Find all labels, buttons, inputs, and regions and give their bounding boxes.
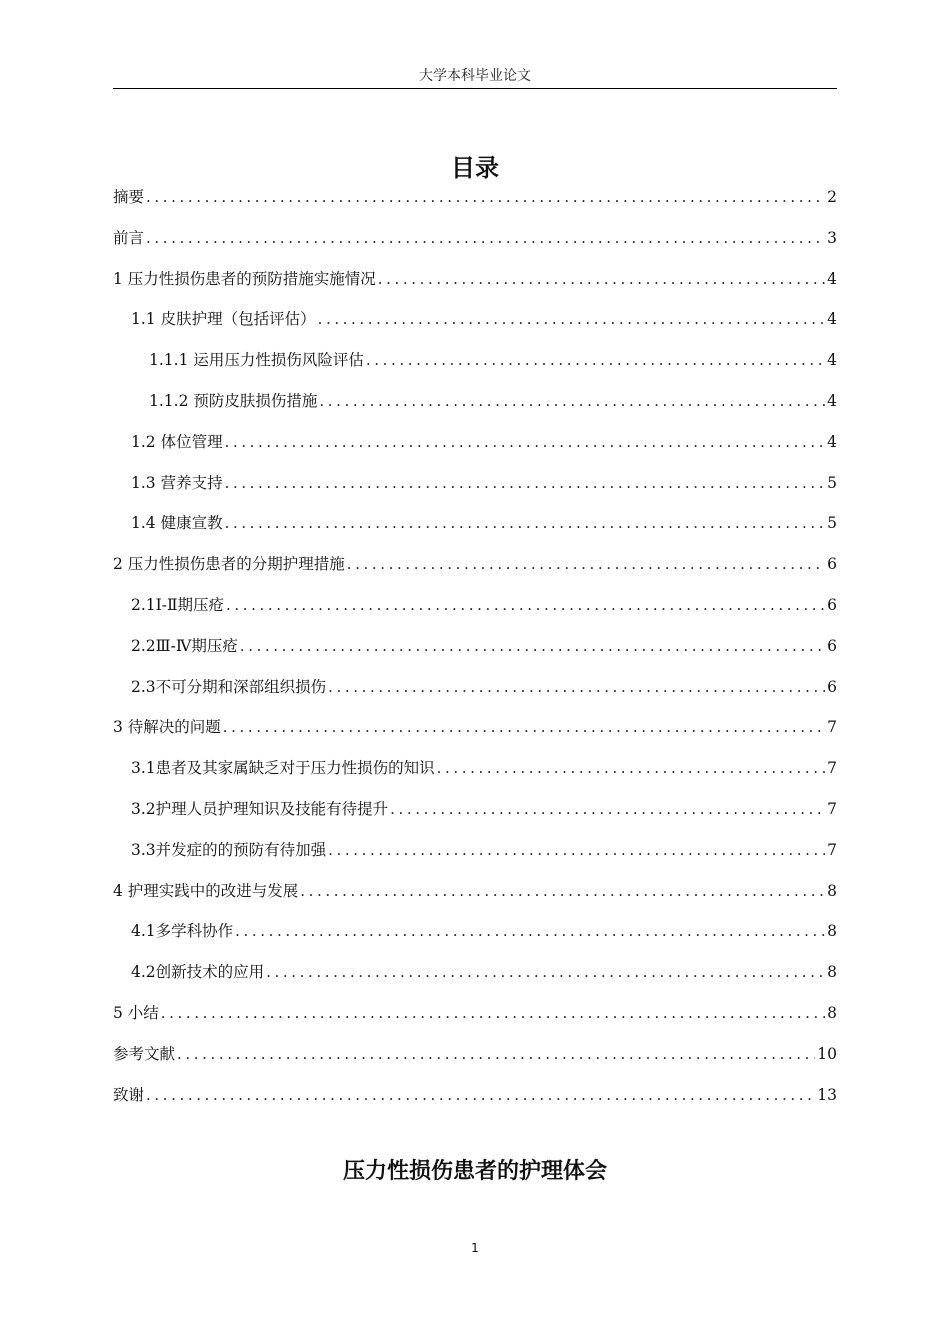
toc-entry-page: 4 (827, 310, 837, 329)
toc-entry-page: 4 (827, 391, 837, 410)
toc-leader-dots (226, 591, 825, 619)
page-number: 1 (471, 1241, 479, 1255)
toc-leader-dots (366, 346, 825, 374)
toc-entry-page: 8 (827, 963, 837, 982)
toc-leader-dots (225, 469, 826, 497)
toc-entry-label: 摘要 (113, 188, 145, 206)
page-header: 大学本科毕业论文 (419, 68, 531, 84)
toc-leader-dots (161, 999, 825, 1027)
toc-entry-page: 6 (827, 677, 837, 696)
toc-entry[interactable] (113, 183, 837, 224)
toc-leader-dots (240, 632, 825, 660)
toc-entry[interactable] (113, 265, 837, 306)
toc-entry-label: 1.1.2 预防皮肤损伤措施 (149, 391, 318, 410)
toc-entry-label: 致谢 (113, 1085, 145, 1104)
toc-entry[interactable] (113, 999, 837, 1040)
toc-entry-label: 3.2护理人员护理知识及技能有待提升 (131, 799, 389, 818)
toc-entry[interactable] (113, 224, 837, 265)
toc-entry-label: 3.1患者及其家属缺乏对于压力性损伤的知识 (131, 759, 435, 778)
toc-entry[interactable] (113, 428, 837, 469)
toc-leader-dots (146, 224, 825, 252)
toc-entry-label: 3.3并发症的的预防有待加强 (131, 840, 327, 859)
toc-leader-dots (146, 183, 825, 211)
toc-entry[interactable] (113, 591, 837, 632)
table-of-contents (113, 183, 837, 1121)
toc-entry-label: 前言 (113, 228, 145, 247)
toc-entry-page: 7 (827, 718, 837, 737)
header-divider (113, 88, 837, 89)
toc-entry-page: 4 (827, 269, 837, 288)
toc-entry[interactable] (113, 917, 837, 958)
toc-entry[interactable] (113, 795, 837, 836)
toc-entry-label: 1.4 健康宣教 (131, 514, 223, 533)
toc-entry-label: 1.1 皮肤护理（包括评估） (131, 310, 316, 329)
toc-leader-dots (300, 877, 825, 905)
toc-entry[interactable] (113, 836, 837, 877)
toc-leader-dots (318, 305, 826, 333)
toc-leader-dots (225, 509, 826, 537)
toc-entry[interactable] (113, 958, 837, 999)
toc-entry-page: 8 (827, 881, 837, 900)
toc-leader-dots (378, 265, 825, 293)
toc-leader-dots (225, 428, 826, 456)
toc-entry-label: 4.2创新技术的应用 (131, 963, 265, 982)
toc-leader-dots (437, 754, 825, 782)
toc-entry-label: 2 压力性损伤患者的分期护理措施 (113, 555, 345, 574)
toc-entry-page: 10 (817, 1044, 837, 1063)
toc-entry-label: 1.2 体位管理 (131, 432, 223, 451)
toc-entry-label: 参考文献 (113, 1044, 176, 1063)
toc-entry-label: 4 护理实践中的改进与发展 (113, 881, 299, 900)
toc-leader-dots (146, 1081, 815, 1109)
toc-entry[interactable] (113, 877, 837, 918)
toc-entry-page: 4 (827, 432, 837, 451)
toc-leader-dots (347, 550, 825, 578)
toc-entry-page: 7 (827, 759, 837, 778)
toc-entry-label: 1.3 营养支持 (131, 473, 223, 492)
toc-entry-page: 6 (827, 555, 837, 574)
toc-entry[interactable] (113, 713, 837, 754)
toc-leader-dots (177, 1040, 815, 1068)
toc-entry-page: 8 (827, 922, 837, 941)
toc-leader-dots (328, 836, 825, 864)
toc-leader-dots (266, 958, 825, 986)
toc-leader-dots (223, 713, 825, 741)
toc-entry-page: 2 (827, 188, 837, 206)
toc-entry[interactable] (113, 1081, 837, 1122)
toc-entry-label: 2.2Ⅲ-Ⅳ期压疮 (131, 636, 238, 655)
toc-leader-dots (319, 387, 825, 415)
toc-entry[interactable] (113, 346, 837, 387)
toc-entry-page: 5 (827, 473, 837, 492)
toc-entry[interactable] (113, 632, 837, 673)
toc-entry-page: 8 (827, 1003, 837, 1022)
toc-leader-dots (328, 673, 825, 701)
toc-entry[interactable] (113, 754, 837, 795)
toc-entry[interactable] (113, 387, 837, 428)
toc-entry-label: 1 压力性损伤患者的预防措施实施情况 (113, 269, 376, 288)
toc-entry[interactable] (113, 305, 837, 346)
toc-entry[interactable] (113, 509, 837, 550)
toc-entry-page: 13 (817, 1085, 837, 1104)
toc-title: 目录 (451, 154, 499, 182)
toc-entry-page: 7 (827, 799, 837, 818)
toc-entry-label: 5 小结 (113, 1003, 159, 1022)
toc-entry[interactable] (113, 673, 837, 714)
toc-entry-page: 4 (827, 351, 837, 370)
toc-entry-label: 1.1.1 运用压力性损伤风险评估 (149, 351, 364, 370)
toc-entry-page: 7 (827, 840, 837, 859)
toc-entry-label: 3 待解决的问题 (113, 718, 221, 737)
document-title: 压力性损伤患者的护理体会 (342, 1159, 607, 1184)
toc-entry-label: 2.1Ⅰ-Ⅱ期压疮 (131, 595, 225, 614)
toc-entry[interactable] (113, 1040, 837, 1081)
toc-entry-label: 4.1多学科协作 (131, 922, 234, 941)
toc-entry-label: 2.3不可分期和深部组织损伤 (131, 677, 327, 696)
toc-entry-page: 5 (827, 514, 837, 533)
toc-entry-page: 6 (827, 636, 837, 655)
toc-entry-page: 3 (827, 228, 837, 247)
toc-entry[interactable] (113, 550, 837, 591)
toc-entry[interactable] (113, 469, 837, 510)
toc-entry-page: 6 (827, 595, 837, 614)
toc-leader-dots (235, 917, 825, 945)
toc-leader-dots (390, 795, 825, 823)
